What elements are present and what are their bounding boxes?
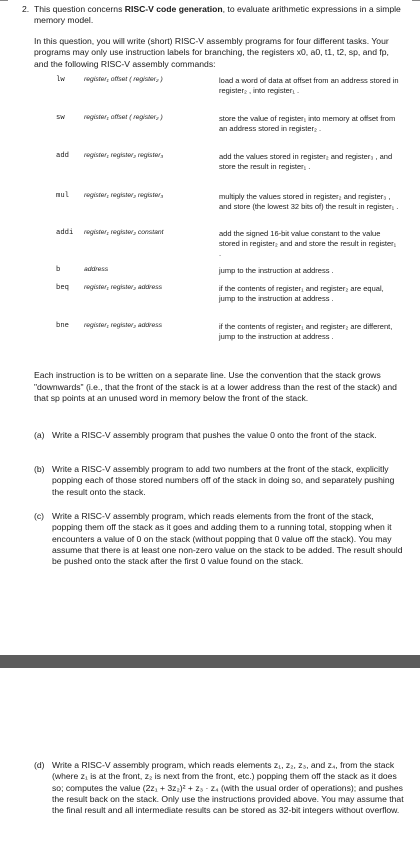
command-args: register₁ register₂ register₃ bbox=[84, 192, 164, 199]
command-name: beq bbox=[56, 284, 69, 292]
question-title-post: , to evaluate arithmetic expressions in a simple memory model. bbox=[34, 4, 401, 26]
command-name: add bbox=[56, 152, 69, 160]
question-title-pre: This question concerns bbox=[34, 4, 125, 14]
command-args: register₁ register₂ register₃ bbox=[84, 152, 164, 159]
command-desc: add the signed 16-bit value constant to the value stored in register₂ and and store the result in register₁ . bbox=[219, 229, 397, 259]
command-name: addi bbox=[56, 229, 74, 237]
page-corner-mark bbox=[412, 0, 420, 1]
command-desc: multiply the values stored in register₂ and register₃ , and store (the lowest 32 bits of) the result in register₁ . bbox=[219, 192, 399, 212]
command-args: register₁ register₂ address bbox=[84, 322, 163, 329]
question-header bbox=[22, 4, 402, 27]
command-name: b bbox=[56, 266, 61, 274]
part-text: Write a RISC-V assembly program, which reads elements z₁, z₂, z₃, and z₄, from the stack (where z₁ is at the front, z₂ is next from the front, etc.) popping them off the stack as it does so; computes the value (2z₁ + 3z₂)² + z₃ · z₄ (with the usual order of operations); and pushes the result back on the stack. Only use the instructions provided above. You may assume that the final result and all intermediate results can be stored as 32-bit integers without overflow. bbox=[52, 760, 404, 816]
question-title-bold: RISC-V code generation bbox=[124, 4, 223, 14]
question-title bbox=[34, 4, 402, 27]
page-corner-mark bbox=[0, 0, 8, 1]
command-name: mul bbox=[56, 192, 69, 200]
part-text: Write a RISC-V assembly program that pushes the value 0 onto the front of the stack. bbox=[52, 430, 377, 440]
command-desc: store the value of register₁ into memory at offset from an address stored in register₂ . bbox=[219, 114, 396, 134]
page-separator bbox=[0, 655, 420, 668]
command-args: register₁ register₂ address bbox=[84, 284, 163, 291]
part-text: Write a RISC-V assembly program to add two numbers at the front of the stack, explicitly popping each of those stored numbers off of the stack in doing so, and separately pushing the result onto the stack. bbox=[52, 464, 395, 497]
part-label: (d) bbox=[34, 760, 45, 770]
question-intro: In this question, you will write (short) RISC-V assembly programs for four different tasks. Your programs may only use instruction labels for branching, the registers x0, a0, t1, t2, sp, and fp, and the following RISC-V assembly commands: bbox=[34, 36, 389, 69]
command-desc: if the contents of register₁ and register₂ are equal, jump to the instruction at address . bbox=[219, 284, 384, 304]
command-name: lw bbox=[56, 76, 65, 84]
part-a bbox=[34, 430, 404, 441]
command-desc: add the values stored in register₂ and register₃ , and store the result in register₁ . bbox=[219, 152, 393, 172]
command-args: register₁ offset ( register₂ ) bbox=[84, 114, 163, 121]
conventions-paragraph: Each instruction is to be written on a separate line. Use the convention that the stack grows "downwards" (i.e., that the front of the stack is at a lower address than the rest of the stack) and that sp points at an unused word in memory below the front of the stack. bbox=[34, 370, 397, 404]
command-name: bne bbox=[56, 322, 69, 330]
part-label: (b) bbox=[34, 464, 45, 474]
part-d bbox=[34, 760, 404, 817]
command-desc: load a word of data at offset from an address stored in register₂ , into register₁ . bbox=[219, 76, 399, 96]
question-number: 2. bbox=[22, 4, 30, 14]
part-c bbox=[34, 511, 404, 568]
command-args: address bbox=[84, 266, 109, 273]
exam-page-bottom bbox=[0, 668, 420, 850]
command-desc: jump to the instruction at address . bbox=[219, 266, 334, 275]
part-b bbox=[34, 464, 404, 498]
part-label: (c) bbox=[34, 511, 45, 521]
command-name: sw bbox=[56, 114, 65, 122]
part-text: Write a RISC-V assembly program, which reads elements from the front of the stack, popping them off the stack as it goes and adding them to a running total, stopping when it encounters a value of 0 on the stack (without popping that 0 value off the stack). You may assume that there is at least one non-zero value on the stack to be added. The result should be pushed onto the stack after the first 0 value found on the stack. bbox=[52, 511, 403, 567]
command-args: register₁ offset ( register₂ ) bbox=[84, 76, 163, 83]
part-label: (a) bbox=[34, 430, 45, 440]
command-desc: if the contents of register₁ and register₂ are different, jump to the instruction at address . bbox=[219, 322, 393, 342]
command-args: register₁ register₂ constant bbox=[84, 229, 164, 236]
